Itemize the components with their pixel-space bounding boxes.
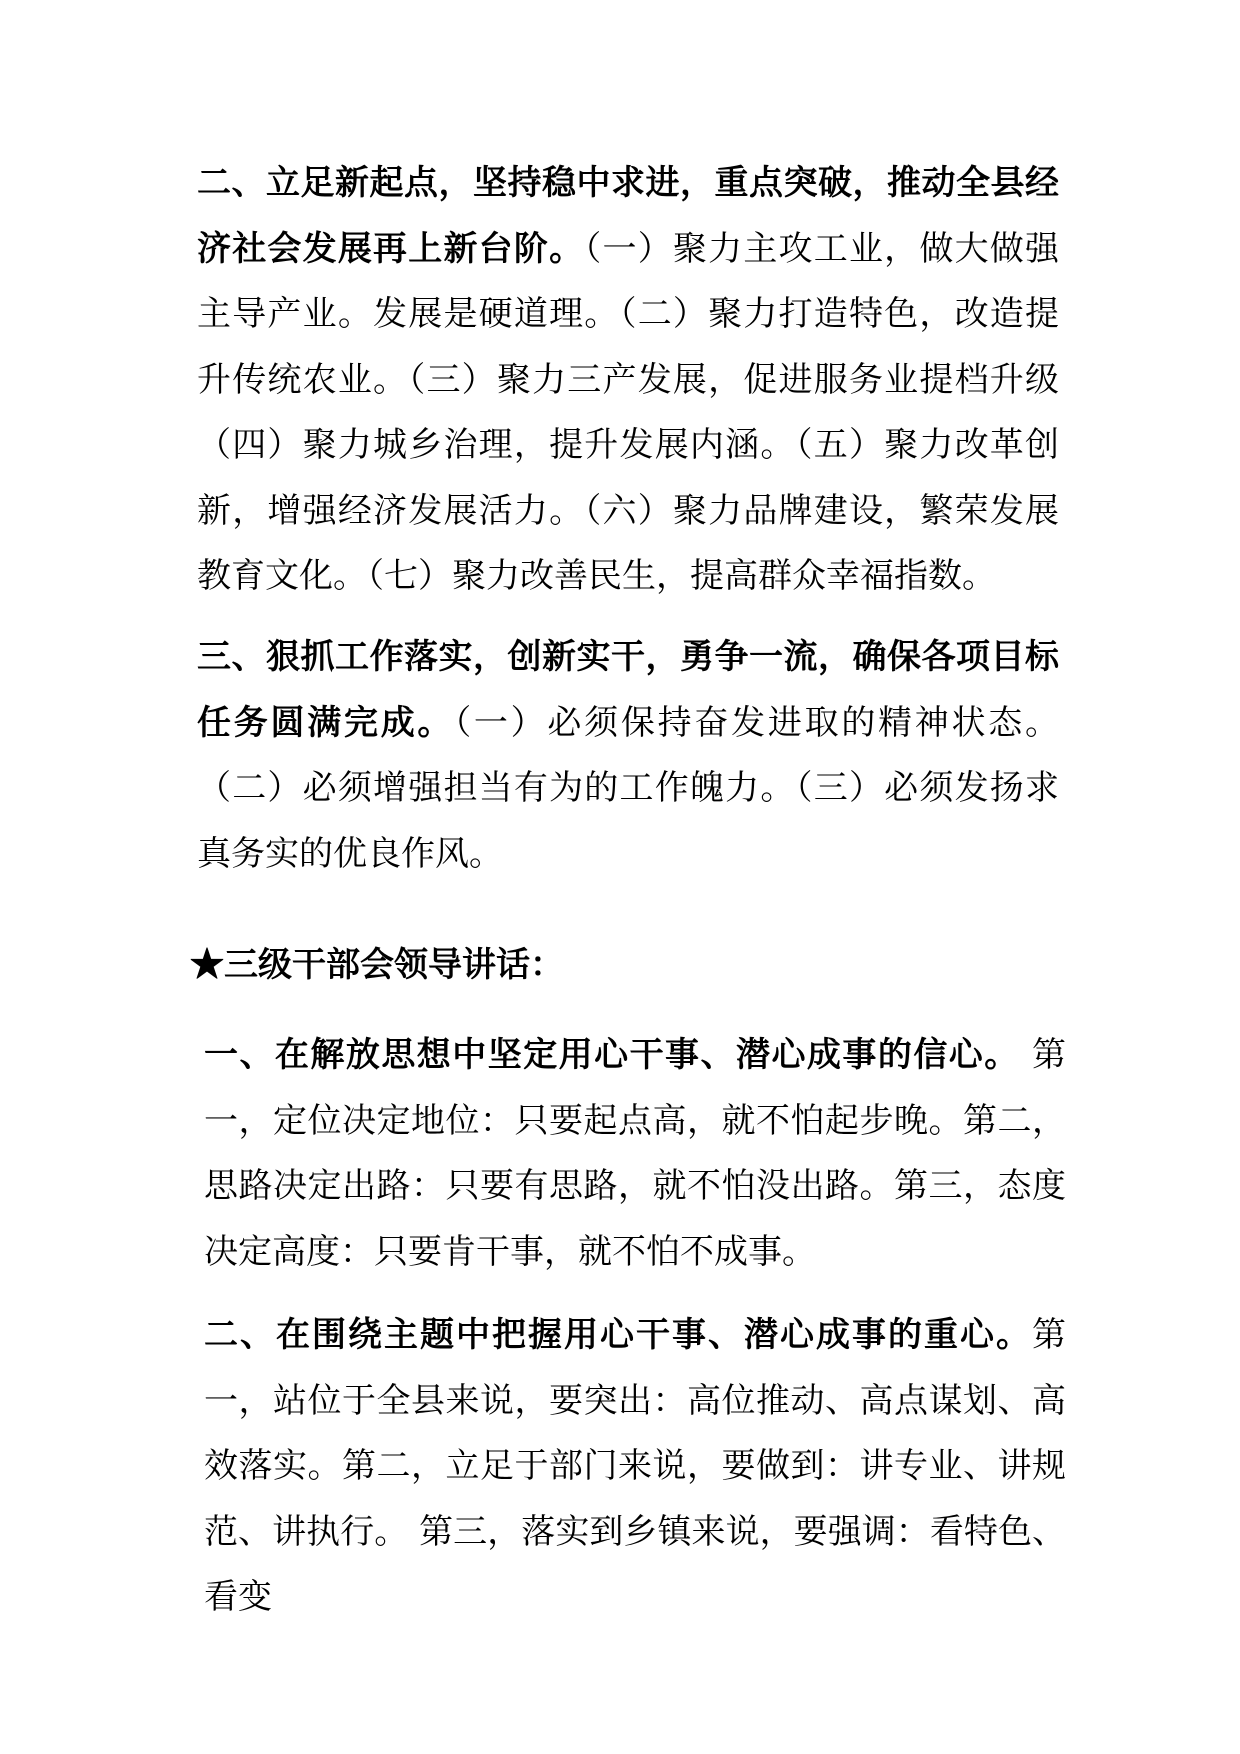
section-three-heading: 三、狠抓工作落实，创新实干，勇争一流，确保各项目标任务圆满完成。	[197, 637, 1059, 743]
speech-point-two-heading: 二、在围绕主题中把握用心干事、潜心成事的重心。	[204, 1315, 1032, 1355]
section-two-heading: 二、立足新起点，坚持稳中求进，重点突破，推动全县经济社会发展再上新台阶。	[197, 163, 1059, 269]
speech-heading: ★三级干部会领导讲话：	[190, 945, 564, 985]
section-two-body: （一）聚力主攻工业，做大做强主导产业。发展是硬道理。（二）聚力打造特色，改造提升传统农业。（三）聚力三产发展，促进服务业提档升级（四）聚力城乡治理，提升发展内涵。（五）聚力改革创新，增强经济发展活力。（六）聚力品牌建设，繁荣发展教育文化。（七）聚力改善民生，提高群众幸福指数。	[197, 228, 1060, 596]
speech-point-two-body: 第一，站位于全县来说，要突出：高位推动、高点谋划、高效落实。第二，立足于部门来说，要做到：讲专业、讲规范、讲执行。 第三，落实到乡镇来说，要强调：看特色、看变	[204, 1315, 1066, 1617]
speech-point-one-body: 第一，定位决定地位：只要起点高，就不怕起步晚。第二，思路决定出路：只要有思路，就不怕没出路。第三，态度决定高度：只要肯干事，就不怕不成事。	[204, 1035, 1067, 1272]
speech-point-two-paragraph	[204, 1303, 1066, 1631]
section-three-body: （一）必须保持奋发进取的精神状态。（二）必须增强担当有为的工作魄力。（三）必须发扬求真务实的优良作风。	[197, 702, 1060, 874]
speech-point-one-paragraph	[204, 1023, 1066, 1285]
section-three-paragraph	[197, 625, 1059, 887]
section-two-paragraph	[197, 151, 1059, 610]
speech-point-one-heading: 一、在解放思想中坚定用心干事、潜心成事的信心。	[204, 1035, 1020, 1075]
